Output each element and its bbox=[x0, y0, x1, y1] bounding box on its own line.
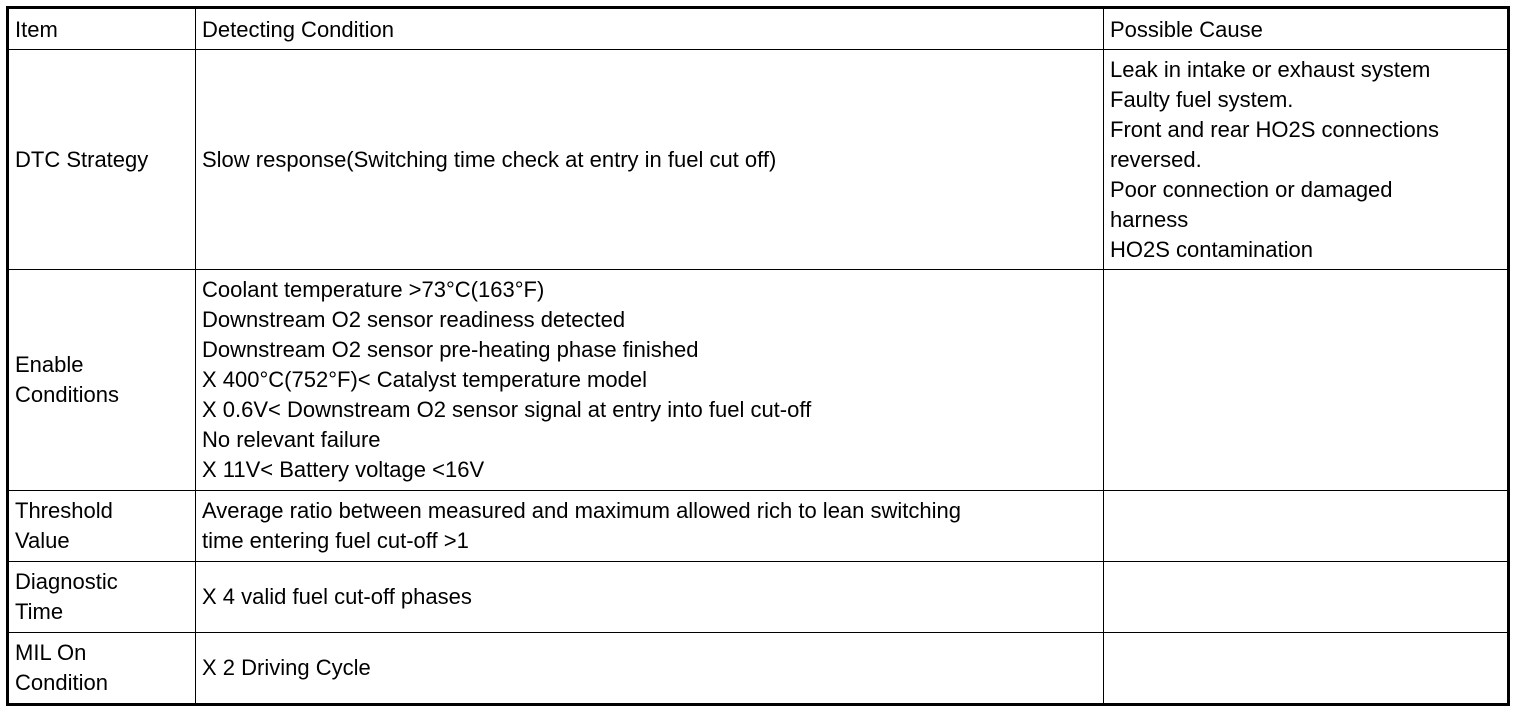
cause-line: Faulty fuel system. bbox=[1110, 86, 1294, 112]
header-possible-cause: Possible Cause bbox=[1104, 8, 1509, 50]
cause-line: Front and rear HO2S connections bbox=[1110, 116, 1439, 142]
condition-line: X 4 valid fuel cut-off phases bbox=[202, 584, 472, 609]
condition-cell bbox=[196, 562, 1104, 633]
item-line: Threshold bbox=[15, 498, 113, 523]
table-row bbox=[8, 633, 1509, 705]
condition-line: No relevant failure bbox=[202, 427, 381, 452]
header-item: Item bbox=[8, 8, 196, 50]
cause-cell bbox=[1104, 633, 1509, 705]
item-cell bbox=[8, 562, 196, 633]
table-row bbox=[8, 491, 1509, 562]
condition-line: Average ratio between measured and maximum allowed rich to lean switching bbox=[202, 498, 961, 523]
item-cell bbox=[8, 270, 196, 491]
item-cell bbox=[8, 50, 196, 270]
condition-line: X 11V< Battery voltage <16V bbox=[202, 457, 485, 482]
cause-cell bbox=[1104, 50, 1509, 270]
cause-cell bbox=[1104, 270, 1509, 491]
condition-line: Slow response(Switching time check at entry in fuel cut off) bbox=[202, 146, 777, 172]
condition-line: X 2 Driving Cycle bbox=[202, 655, 371, 680]
condition-line: time entering fuel cut-off >1 bbox=[202, 528, 469, 553]
condition-line: X 0.6V< Downstream O2 sensor signal at entry into fuel cut-off bbox=[202, 397, 812, 422]
item-line: Conditions bbox=[15, 382, 119, 407]
dtc-table bbox=[6, 6, 1510, 706]
condition-line: X 400°C(752°F)< Catalyst temperature model bbox=[202, 367, 647, 392]
cause-cell bbox=[1104, 562, 1509, 633]
cause-line: harness bbox=[1110, 206, 1189, 232]
condition-cell bbox=[196, 270, 1104, 491]
cause-cell bbox=[1104, 491, 1509, 562]
condition-cell bbox=[196, 491, 1104, 562]
item-line: MIL On bbox=[15, 640, 87, 665]
item-line: Enable bbox=[15, 352, 84, 377]
item-line: Value bbox=[15, 528, 70, 553]
item-line: Time bbox=[15, 599, 64, 624]
item-cell bbox=[8, 633, 196, 705]
condition-cell bbox=[196, 633, 1104, 705]
condition-line: Coolant temperature >73°C(163°F) bbox=[202, 277, 545, 302]
table-row bbox=[8, 50, 1509, 270]
header-detecting-condition: Detecting Condition bbox=[196, 8, 1104, 50]
condition-line: Downstream O2 sensor pre-heating phase finished bbox=[202, 337, 699, 362]
table-row bbox=[8, 562, 1509, 633]
item-line: Diagnostic bbox=[15, 569, 118, 594]
item-cell bbox=[8, 491, 196, 562]
item-line: DTC Strategy bbox=[15, 146, 149, 172]
cause-line: reversed. bbox=[1110, 146, 1202, 172]
item-line: Condition bbox=[15, 670, 108, 695]
cause-line: HO2S contamination bbox=[1110, 236, 1313, 262]
cause-line: Leak in intake or exhaust system bbox=[1110, 56, 1431, 82]
condition-cell bbox=[196, 50, 1104, 270]
condition-line: Downstream O2 sensor readiness detected bbox=[202, 307, 626, 332]
table-header-row bbox=[8, 8, 1509, 50]
table-row bbox=[8, 270, 1509, 491]
cause-line: Poor connection or damaged bbox=[1110, 176, 1393, 202]
